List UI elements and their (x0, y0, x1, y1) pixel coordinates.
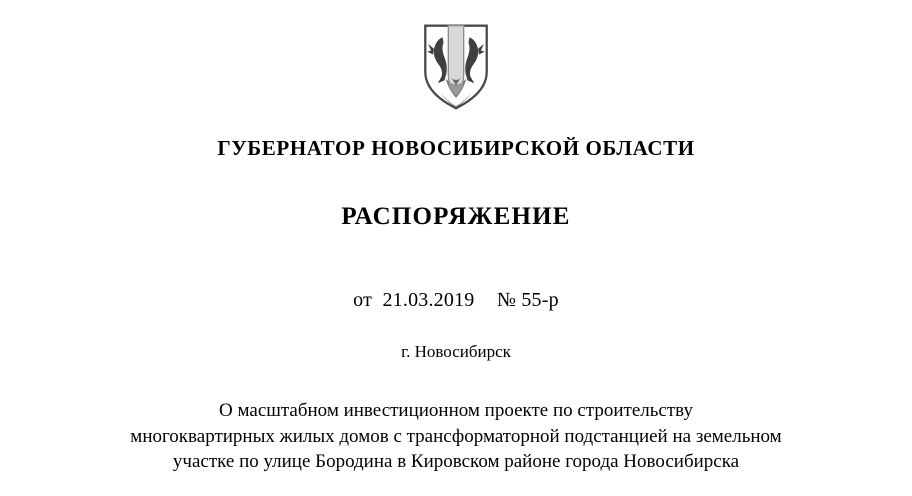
subject-line-1: О масштабном инвестиционном проекте по строительству (219, 400, 693, 421)
issuing-city: г. Новосибирск (401, 342, 511, 361)
document-type: РАСПОРЯЖЕНИЕ (341, 203, 571, 230)
emblem-container (0, 0, 912, 114)
document-heading (0, 136, 912, 362)
document-number: № 55-р (496, 289, 559, 311)
subject-line-3: участке по улице Бородина в Кировском районе города Новосибирска (172, 451, 740, 473)
date-prefix: от (353, 289, 373, 311)
document-meta (0, 289, 912, 312)
issuing-authority: ГУБЕРНАТОР НОВОСИБИРСКОЙ ОБЛАСТИ (217, 136, 695, 160)
document-date: 21.03.2019 (382, 289, 475, 311)
coat-of-arms-icon (408, 18, 504, 114)
subject-line-2: многоквартирных жилых домов с трансформаторной подстанцией на земельном (130, 425, 782, 447)
document-subject (76, 398, 836, 475)
